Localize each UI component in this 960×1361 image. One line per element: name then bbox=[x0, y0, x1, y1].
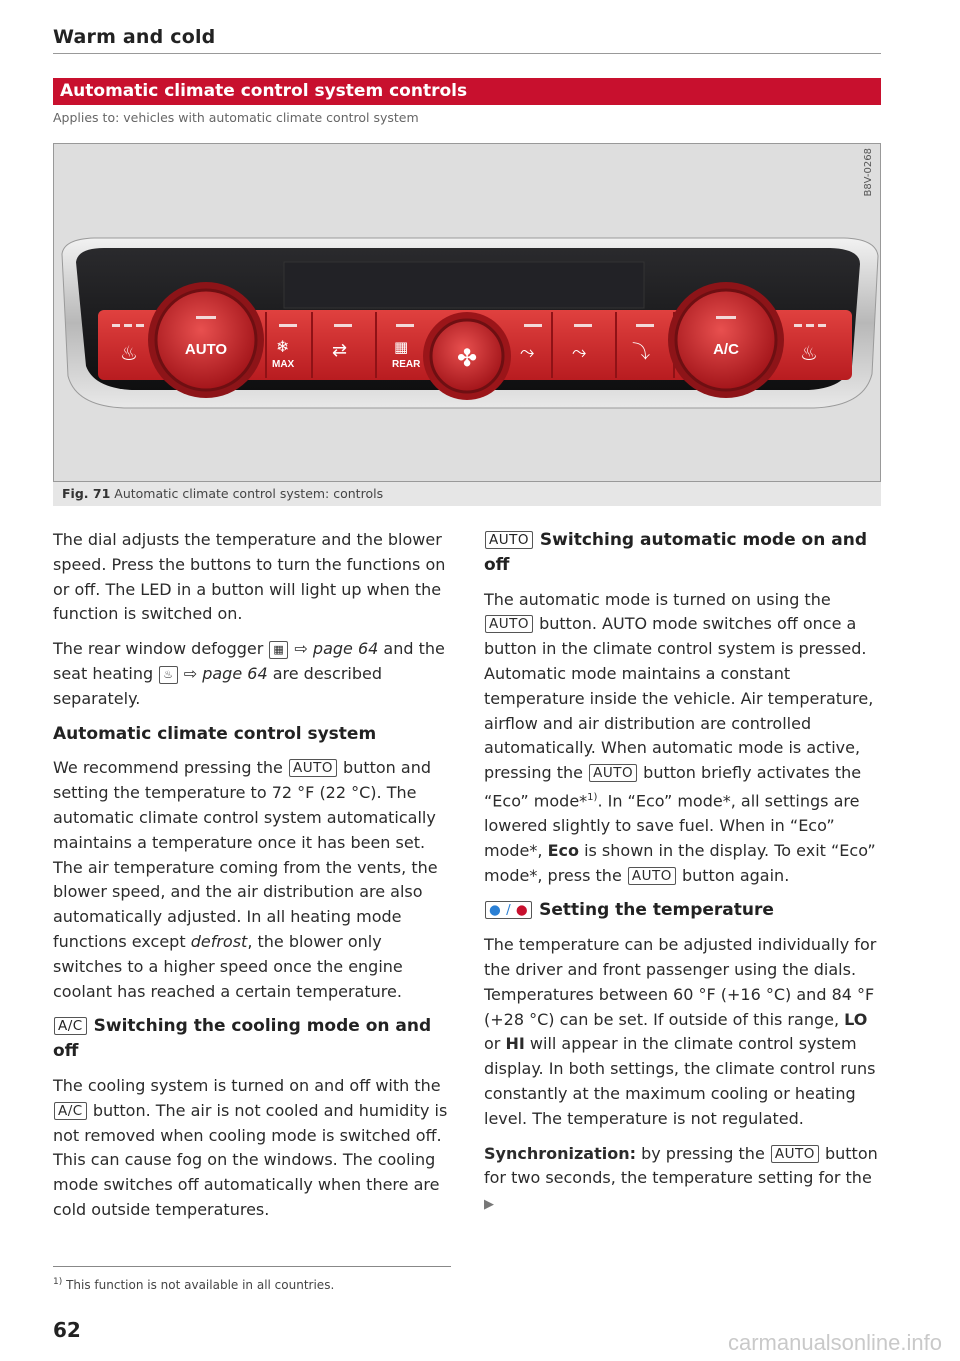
text: will appear in the climate control system display. In both settings, the climate control runs constantly at the maximum cooling or heating level. The temperature is not regulated. bbox=[484, 1034, 876, 1128]
emphasis: defrost bbox=[190, 931, 248, 951]
footnote bbox=[53, 1277, 334, 1292]
heading-auto-climate: Automatic climate control system bbox=[53, 723, 377, 744]
seat-heating-icon: ♨ bbox=[159, 666, 177, 684]
header-rule bbox=[53, 53, 881, 54]
ac-key: A/C bbox=[54, 1017, 87, 1035]
hi-label: HI bbox=[505, 1034, 525, 1054]
section-title: Automatic climate control system controls bbox=[60, 81, 468, 101]
air-dist-lower-icon: ⤳ bbox=[572, 342, 587, 363]
text: . In “Eco” mode*, all settings are lowered slightly to save fuel. When in “Eco” mode*, bbox=[484, 791, 860, 860]
figure-number: Fig. 71 bbox=[62, 486, 111, 501]
air-dist-foot-icon: ⤵ bbox=[632, 342, 650, 363]
climate-panel-illustration bbox=[54, 144, 881, 482]
footnote-mark: 1) bbox=[53, 1277, 63, 1287]
auto-key: AUTO bbox=[589, 764, 637, 782]
chapter-title: Warm and cold bbox=[53, 26, 216, 48]
figure-climate-panel bbox=[53, 143, 881, 482]
text: The automatic mode is turned on using the bbox=[484, 589, 831, 609]
red-dot-icon: ● bbox=[515, 902, 529, 919]
text: , the blower only switches to a higher speed once the engine coolant has reached a certain temperature. bbox=[53, 931, 403, 1001]
auto-label: AUTO bbox=[184, 341, 228, 358]
auto-key: AUTO bbox=[771, 1145, 819, 1163]
heading-cooling-mode bbox=[53, 1014, 453, 1064]
heading-text: Switching automatic mode on and off bbox=[484, 530, 867, 575]
air-dist-upper-icon: ⤳ bbox=[520, 342, 535, 363]
auto-key: AUTO bbox=[289, 759, 337, 777]
defrost-max-icon: ❄ bbox=[276, 337, 290, 356]
page-ref-link[interactable]: ⇨ page 64 bbox=[183, 663, 268, 683]
text: are described separately. bbox=[53, 663, 382, 708]
text: button. AUTO mode switches off once a button in the climate control system is pressed. Automatic mode maintains a constant temperature inside the vehicle. Air temperature, airflow and air distribution are controlled automatically. When automatic mode is active, pressing the bbox=[484, 614, 874, 783]
seat-heat-right-icon: ♨ bbox=[800, 341, 818, 365]
applies-to-note: Applies to: vehicles with automatic climate control system bbox=[53, 110, 419, 125]
text: button for two seconds, the temperature setting for the bbox=[484, 1143, 878, 1188]
rear-defrost-icon: ▦ bbox=[394, 338, 409, 356]
page-number: 62 bbox=[53, 1318, 81, 1342]
sync-paragraph bbox=[484, 1142, 882, 1218]
sync-label: Synchronization: bbox=[484, 1143, 636, 1163]
right-temperature-dial bbox=[676, 290, 776, 390]
right-column bbox=[484, 528, 882, 1228]
footnote-text: This function is not available in all countries. bbox=[66, 1278, 335, 1292]
text: We recommend pressing the bbox=[53, 758, 283, 778]
max-label: MAX bbox=[272, 359, 295, 370]
fan-icon: ✤ bbox=[456, 344, 478, 372]
footnote-rule bbox=[53, 1266, 451, 1267]
rear-label: REAR bbox=[392, 359, 421, 370]
text: and the seat heating bbox=[53, 639, 445, 683]
intro-paragraph: The dial adjusts the temperature and the blower speed. Press the buttons to turn the functions on or off. The LED in a button will light up when the function is switched on. bbox=[53, 530, 446, 624]
text: or bbox=[484, 1034, 501, 1054]
auto-key: AUTO bbox=[485, 531, 533, 549]
recirculation-icon: ⇄ bbox=[332, 340, 348, 361]
lo-label: LO bbox=[844, 1009, 868, 1029]
text: button briefly activates the “Eco” mode* bbox=[484, 763, 862, 811]
auto-mode-paragraph bbox=[484, 588, 882, 889]
text: is shown in the display. To exit “Eco” mode*, press the bbox=[484, 840, 876, 885]
figure-caption bbox=[53, 482, 881, 506]
blue-dot-icon: ● bbox=[489, 902, 502, 919]
left-temperature-dial bbox=[156, 290, 256, 390]
text: by pressing the bbox=[641, 1143, 765, 1163]
left-column bbox=[53, 528, 453, 1233]
auto-key: AUTO bbox=[628, 867, 676, 885]
watermark: carmanualsonline.info bbox=[727, 1330, 942, 1355]
heading-text: Setting the temperature bbox=[539, 900, 774, 921]
temperature-key: ● / ● bbox=[485, 901, 532, 919]
text: The temperature can be adjusted individually for the driver and front passenger using the dials. Temperatures between 60 °F (+16 °C) and 84 °F (+28 °C) can be set. If outside of this range, bbox=[484, 935, 877, 1029]
ac-key: A/C bbox=[54, 1102, 87, 1120]
defogger-paragraph bbox=[53, 637, 453, 711]
seat-heat-left-icon: ♨ bbox=[120, 341, 138, 365]
heading-auto-mode bbox=[484, 528, 882, 578]
eco-label: Eco bbox=[547, 840, 579, 860]
auto-climate-paragraph bbox=[53, 756, 453, 1004]
ac-label: A/C bbox=[713, 341, 739, 358]
footnote-ref: 1) bbox=[587, 791, 598, 803]
cooling-paragraph bbox=[53, 1074, 453, 1223]
text: The cooling system is turned on and off with the bbox=[53, 1075, 441, 1095]
heading-set-temperature bbox=[484, 898, 882, 923]
text: The rear window defogger bbox=[53, 639, 264, 659]
continue-arrow-icon: ▶ bbox=[484, 1197, 494, 1213]
text: button again. bbox=[681, 865, 790, 885]
rear-defogger-icon: ▦ bbox=[269, 641, 288, 659]
auto-key: AUTO bbox=[485, 615, 533, 633]
text: button and setting the temperature to 72 °F (22 °C). The automatic climate control system automatically maintains a temperature once it has been set. The air temperature coming from the vents, the blower speed, and the air distribution are also automatically adjusted. In all heating mode functions except bbox=[53, 758, 438, 951]
page-ref-link[interactable]: ⇨ page 64 bbox=[294, 639, 379, 659]
figure-code: B8V-0268 bbox=[863, 148, 874, 197]
section-title-bar bbox=[53, 78, 881, 105]
text: button. The air is not cooled and humidity is not removed when cooling mode is switched off. This can cause fog on the windows. The cooling mode switches off automatically when there are cold outside temperatures. bbox=[53, 1100, 448, 1219]
heading-text: Switching the cooling mode on and off bbox=[53, 1016, 432, 1062]
figure-caption-text: Automatic climate control system: controls bbox=[114, 486, 384, 501]
temperature-paragraph bbox=[484, 933, 882, 1131]
